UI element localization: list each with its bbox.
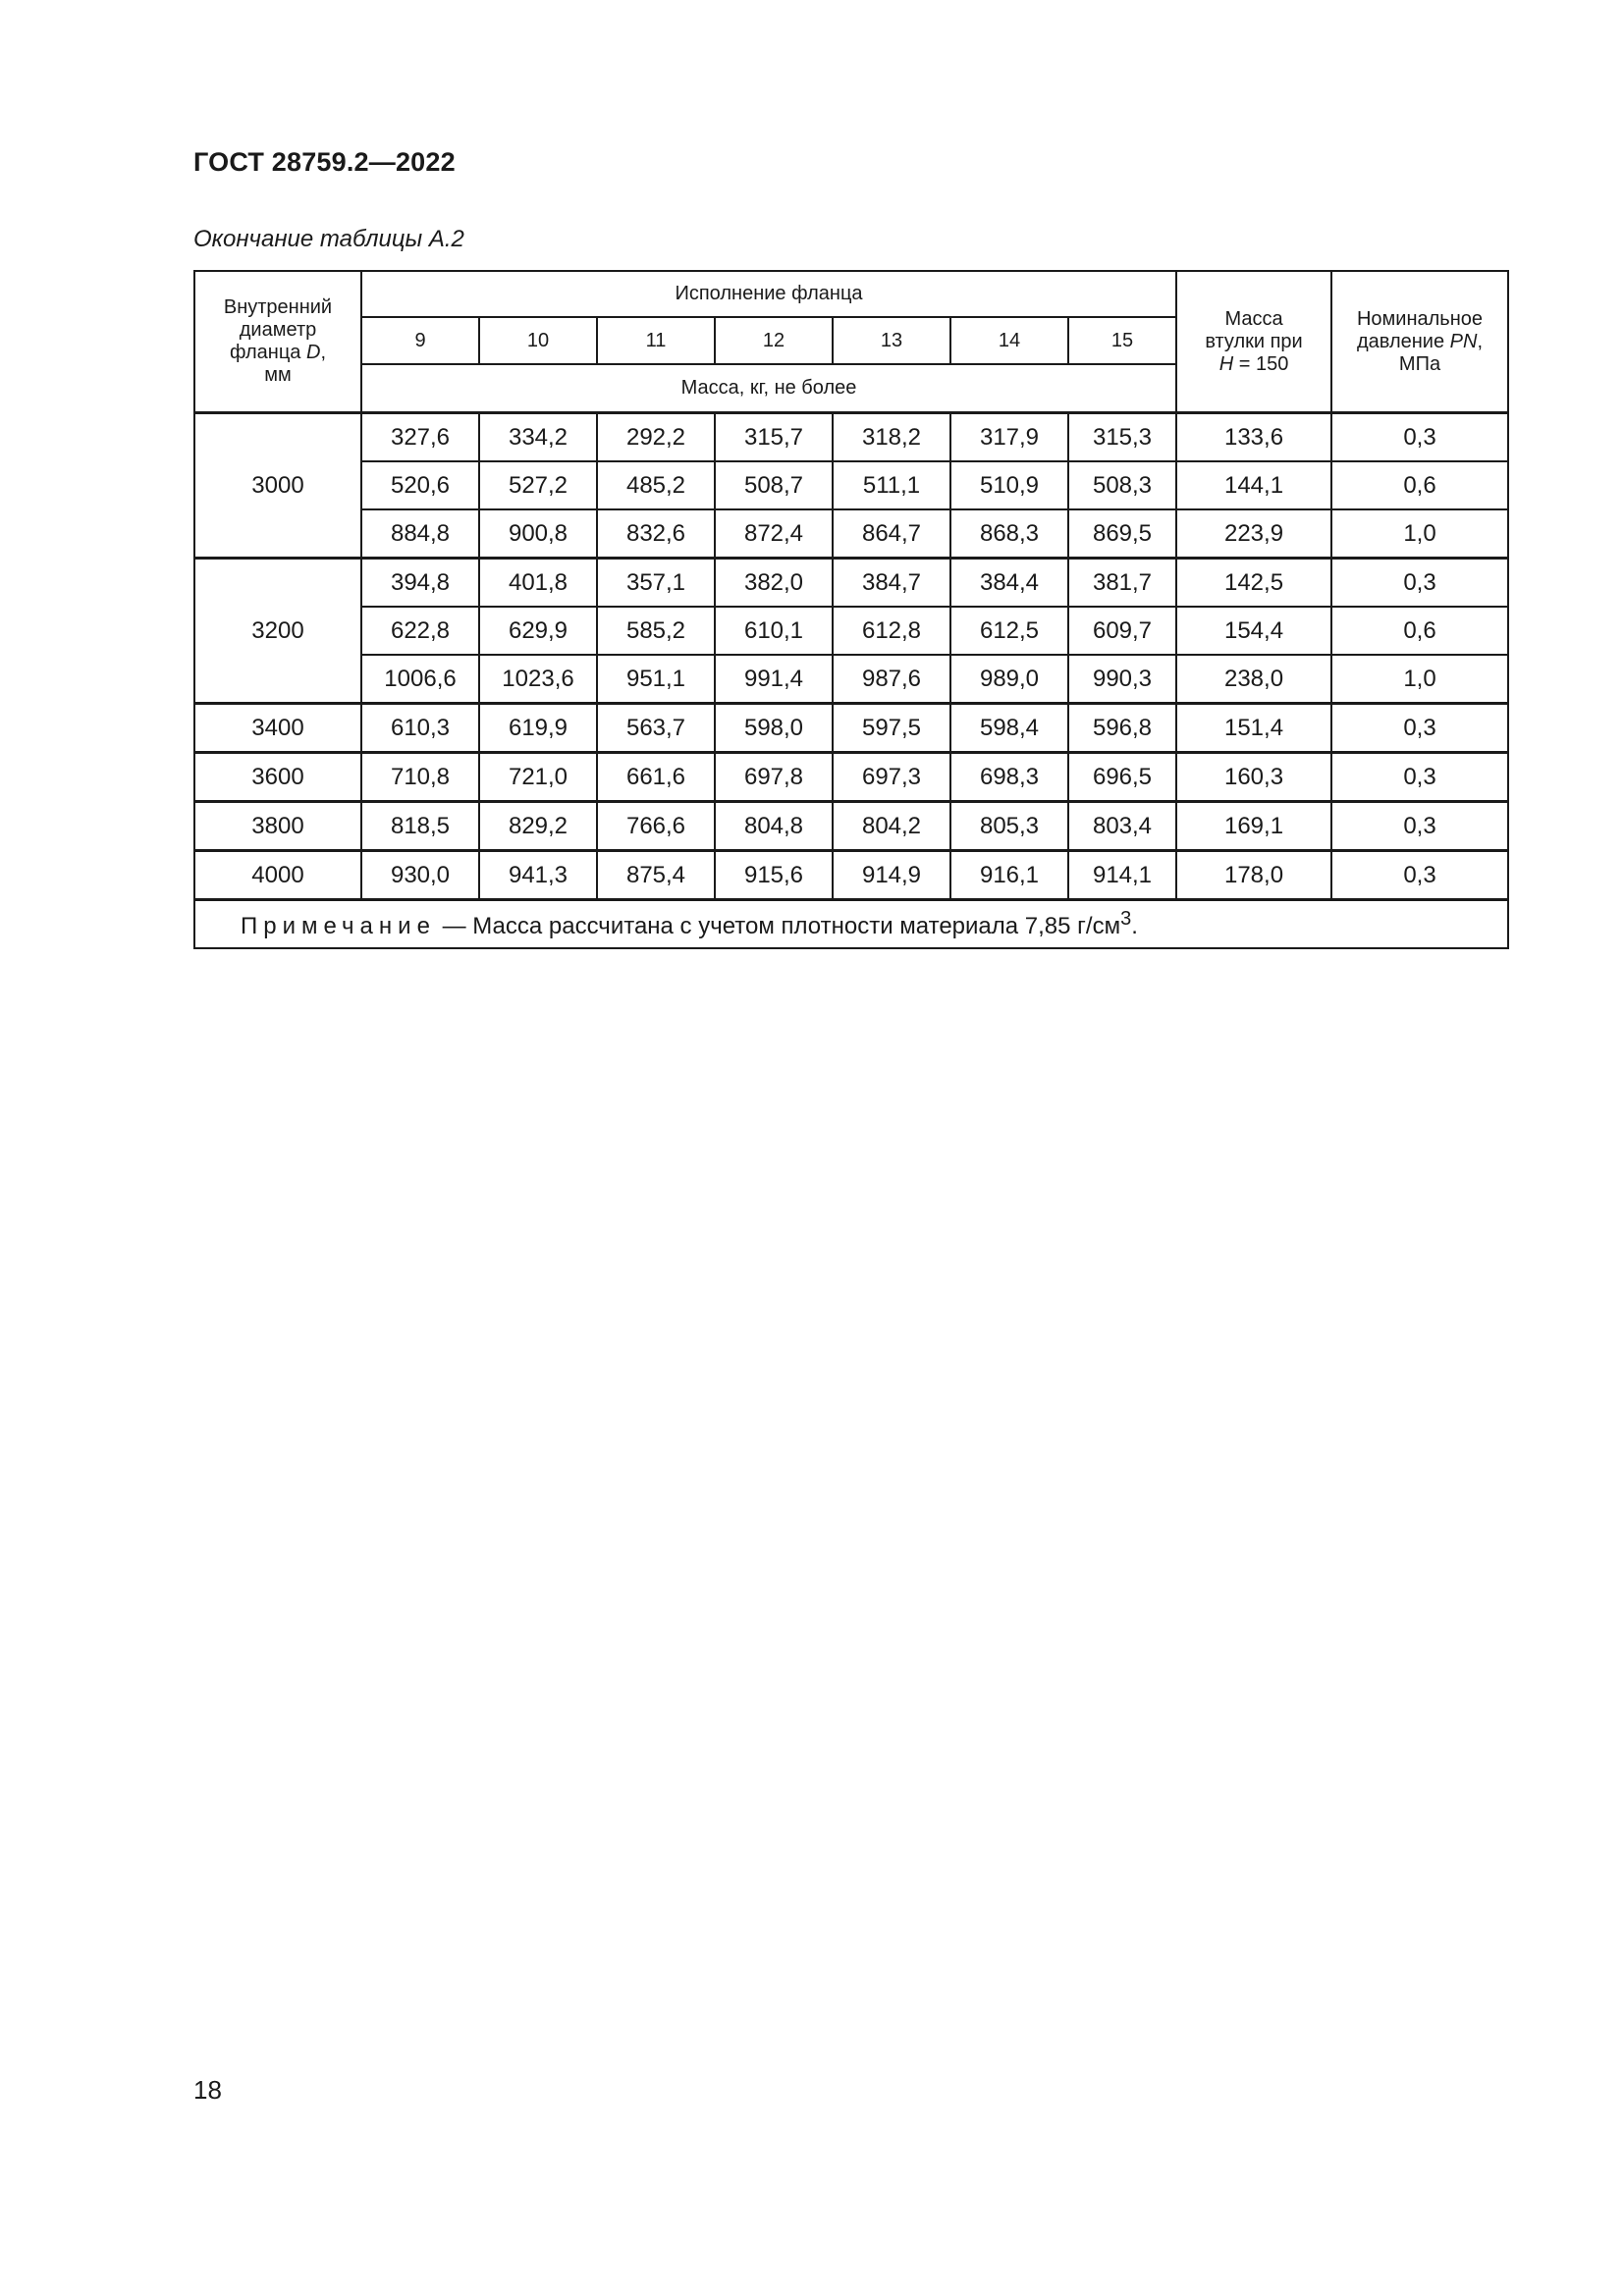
mass-cell: 698,3 (950, 753, 1068, 802)
header-mass-unit: Масса, кг, не более (361, 364, 1176, 413)
mass-cell: 508,3 (1068, 461, 1176, 509)
header-execution-number: 9 (361, 317, 479, 364)
mass-cell: 915,6 (715, 851, 833, 900)
mass-cell: 315,7 (715, 413, 833, 462)
mass-cell: 612,8 (833, 607, 950, 655)
mass-cell: 511,1 (833, 461, 950, 509)
mass-cell: 585,2 (597, 607, 715, 655)
header-execution-number: 14 (950, 317, 1068, 364)
header-execution-number: 11 (597, 317, 715, 364)
mass-cell: 597,5 (833, 704, 950, 753)
table-note: Примечание — Масса рассчитана с учетом плотности материала 7,85 $г/см^3$. (194, 900, 1508, 949)
mass-cell: 803,4 (1068, 802, 1176, 851)
mass-cell: 869,5 (1068, 509, 1176, 559)
mass-cell: 914,9 (833, 851, 950, 900)
pressure-cell: 0,3 (1331, 413, 1508, 462)
mass-cell: 991,4 (715, 655, 833, 704)
mass-cell: 382,0 (715, 559, 833, 608)
table-row (194, 851, 1508, 900)
header-execution-number: 13 (833, 317, 950, 364)
mass-cell: 900,8 (479, 509, 597, 559)
mass-cell: 721,0 (479, 753, 597, 802)
mass-cell: 622,8 (361, 607, 479, 655)
header-nominal-pressure: Номинальное давление PN, МПа (1331, 271, 1508, 413)
pressure-cell: 0,6 (1331, 607, 1508, 655)
mass-cell: 864,7 (833, 509, 950, 559)
table-row (194, 509, 1508, 559)
mass-cell: 696,5 (1068, 753, 1176, 802)
mass-cell: 697,8 (715, 753, 833, 802)
pressure-cell: 1,0 (1331, 655, 1508, 704)
mass-cell: 508,7 (715, 461, 833, 509)
pressure-cell: 0,3 (1331, 704, 1508, 753)
mass-cell: 987,6 (833, 655, 950, 704)
header-hub-mass: Масса втулки при H = 150 (1176, 271, 1331, 413)
diameter-cell: 3800 (194, 802, 361, 851)
mass-cell: 598,0 (715, 704, 833, 753)
mass-cell: 1006,6 (361, 655, 479, 704)
mass-cell: 661,6 (597, 753, 715, 802)
mass-cell: 868,3 (950, 509, 1068, 559)
mass-cell: 872,4 (715, 509, 833, 559)
mass-cell: 563,7 (597, 704, 715, 753)
note-text: — Масса рассчитана с учетом плотности материала 7,85 г/см (435, 913, 1121, 939)
diameter-cell: 4000 (194, 851, 361, 900)
mass-cell: 292,2 (597, 413, 715, 462)
pressure-cell: 0,3 (1331, 802, 1508, 851)
mass-cell: 766,6 (597, 802, 715, 851)
mass-cell: 610,1 (715, 607, 833, 655)
header-execution: Исполнение фланца (361, 271, 1176, 317)
hub-mass-cell: 154,4 (1176, 607, 1331, 655)
table-row (194, 753, 1508, 802)
mass-cell: 485,2 (597, 461, 715, 509)
mass-cell: 1023,6 (479, 655, 597, 704)
mass-cell: 914,1 (1068, 851, 1176, 900)
pressure-cell: 0,3 (1331, 851, 1508, 900)
table-row (194, 607, 1508, 655)
pressure-cell: 0,6 (1331, 461, 1508, 509)
mass-cell: 875,4 (597, 851, 715, 900)
header-execution-number: 10 (479, 317, 597, 364)
table-row (194, 461, 1508, 509)
diameter-cell: 3000 (194, 413, 361, 559)
mass-cell: 941,3 (479, 851, 597, 900)
table-row (194, 413, 1508, 462)
pressure-cell: 1,0 (1331, 509, 1508, 559)
hub-mass-cell: 151,4 (1176, 704, 1331, 753)
table-row (194, 559, 1508, 608)
mass-cell: 951,1 (597, 655, 715, 704)
hub-mass-cell: 142,5 (1176, 559, 1331, 608)
mass-cell: 610,3 (361, 704, 479, 753)
table-caption: Окончание таблицы А.2 (193, 226, 464, 252)
mass-cell: 317,9 (950, 413, 1068, 462)
table-row (194, 655, 1508, 704)
mass-cell: 596,8 (1068, 704, 1176, 753)
mass-cell: 829,2 (479, 802, 597, 851)
mass-cell: 710,8 (361, 753, 479, 802)
mass-cell: 697,3 (833, 753, 950, 802)
table-body (194, 413, 1508, 900)
header-execution-number: 12 (715, 317, 833, 364)
mass-cell: 327,6 (361, 413, 479, 462)
mass-cell: 357,1 (597, 559, 715, 608)
mass-cell: 916,1 (950, 851, 1068, 900)
document-header: ГОСТ 28759.2—2022 (193, 147, 456, 177)
note-superscript: 3 (1120, 908, 1132, 930)
mass-cell: 315,3 (1068, 413, 1176, 462)
mass-cell: 619,9 (479, 704, 597, 753)
mass-cell: 384,7 (833, 559, 950, 608)
mass-cell: 629,9 (479, 607, 597, 655)
mass-cell: 520,6 (361, 461, 479, 509)
mass-cell: 598,4 (950, 704, 1068, 753)
hub-mass-cell: 160,3 (1176, 753, 1331, 802)
pressure-cell: 0,3 (1331, 753, 1508, 802)
hub-mass-cell: 144,1 (1176, 461, 1331, 509)
mass-cell: 989,0 (950, 655, 1068, 704)
mass-cell: 805,3 (950, 802, 1068, 851)
mass-cell: 384,4 (950, 559, 1068, 608)
mass-cell: 818,5 (361, 802, 479, 851)
header-diameter: Внутренний диаметр фланца D, мм (194, 271, 361, 413)
hub-mass-cell: 169,1 (1176, 802, 1331, 851)
mass-cell: 990,3 (1068, 655, 1176, 704)
page-number: 18 (193, 2075, 222, 2105)
mass-cell: 609,7 (1068, 607, 1176, 655)
mass-cell: 401,8 (479, 559, 597, 608)
mass-cell: 612,5 (950, 607, 1068, 655)
flange-mass-table (193, 270, 1509, 949)
mass-cell: 318,2 (833, 413, 950, 462)
hub-mass-cell: 238,0 (1176, 655, 1331, 704)
table-row (194, 704, 1508, 753)
mass-cell: 804,8 (715, 802, 833, 851)
diameter-cell: 3600 (194, 753, 361, 802)
hub-mass-cell: 223,9 (1176, 509, 1331, 559)
mass-cell: 334,2 (479, 413, 597, 462)
note-label: Примечание (241, 913, 436, 939)
diameter-cell: 3400 (194, 704, 361, 753)
hub-mass-cell: 178,0 (1176, 851, 1331, 900)
table-row (194, 802, 1508, 851)
header-execution-number: 15 (1068, 317, 1176, 364)
diameter-cell: 3200 (194, 559, 361, 704)
hub-mass-cell: 133,6 (1176, 413, 1331, 462)
mass-cell: 527,2 (479, 461, 597, 509)
mass-cell: 510,9 (950, 461, 1068, 509)
mass-cell: 394,8 (361, 559, 479, 608)
mass-cell: 832,6 (597, 509, 715, 559)
mass-cell: 381,7 (1068, 559, 1176, 608)
mass-cell: 884,8 (361, 509, 479, 559)
pressure-cell: 0,3 (1331, 559, 1508, 608)
mass-cell: 804,2 (833, 802, 950, 851)
mass-cell: 930,0 (361, 851, 479, 900)
